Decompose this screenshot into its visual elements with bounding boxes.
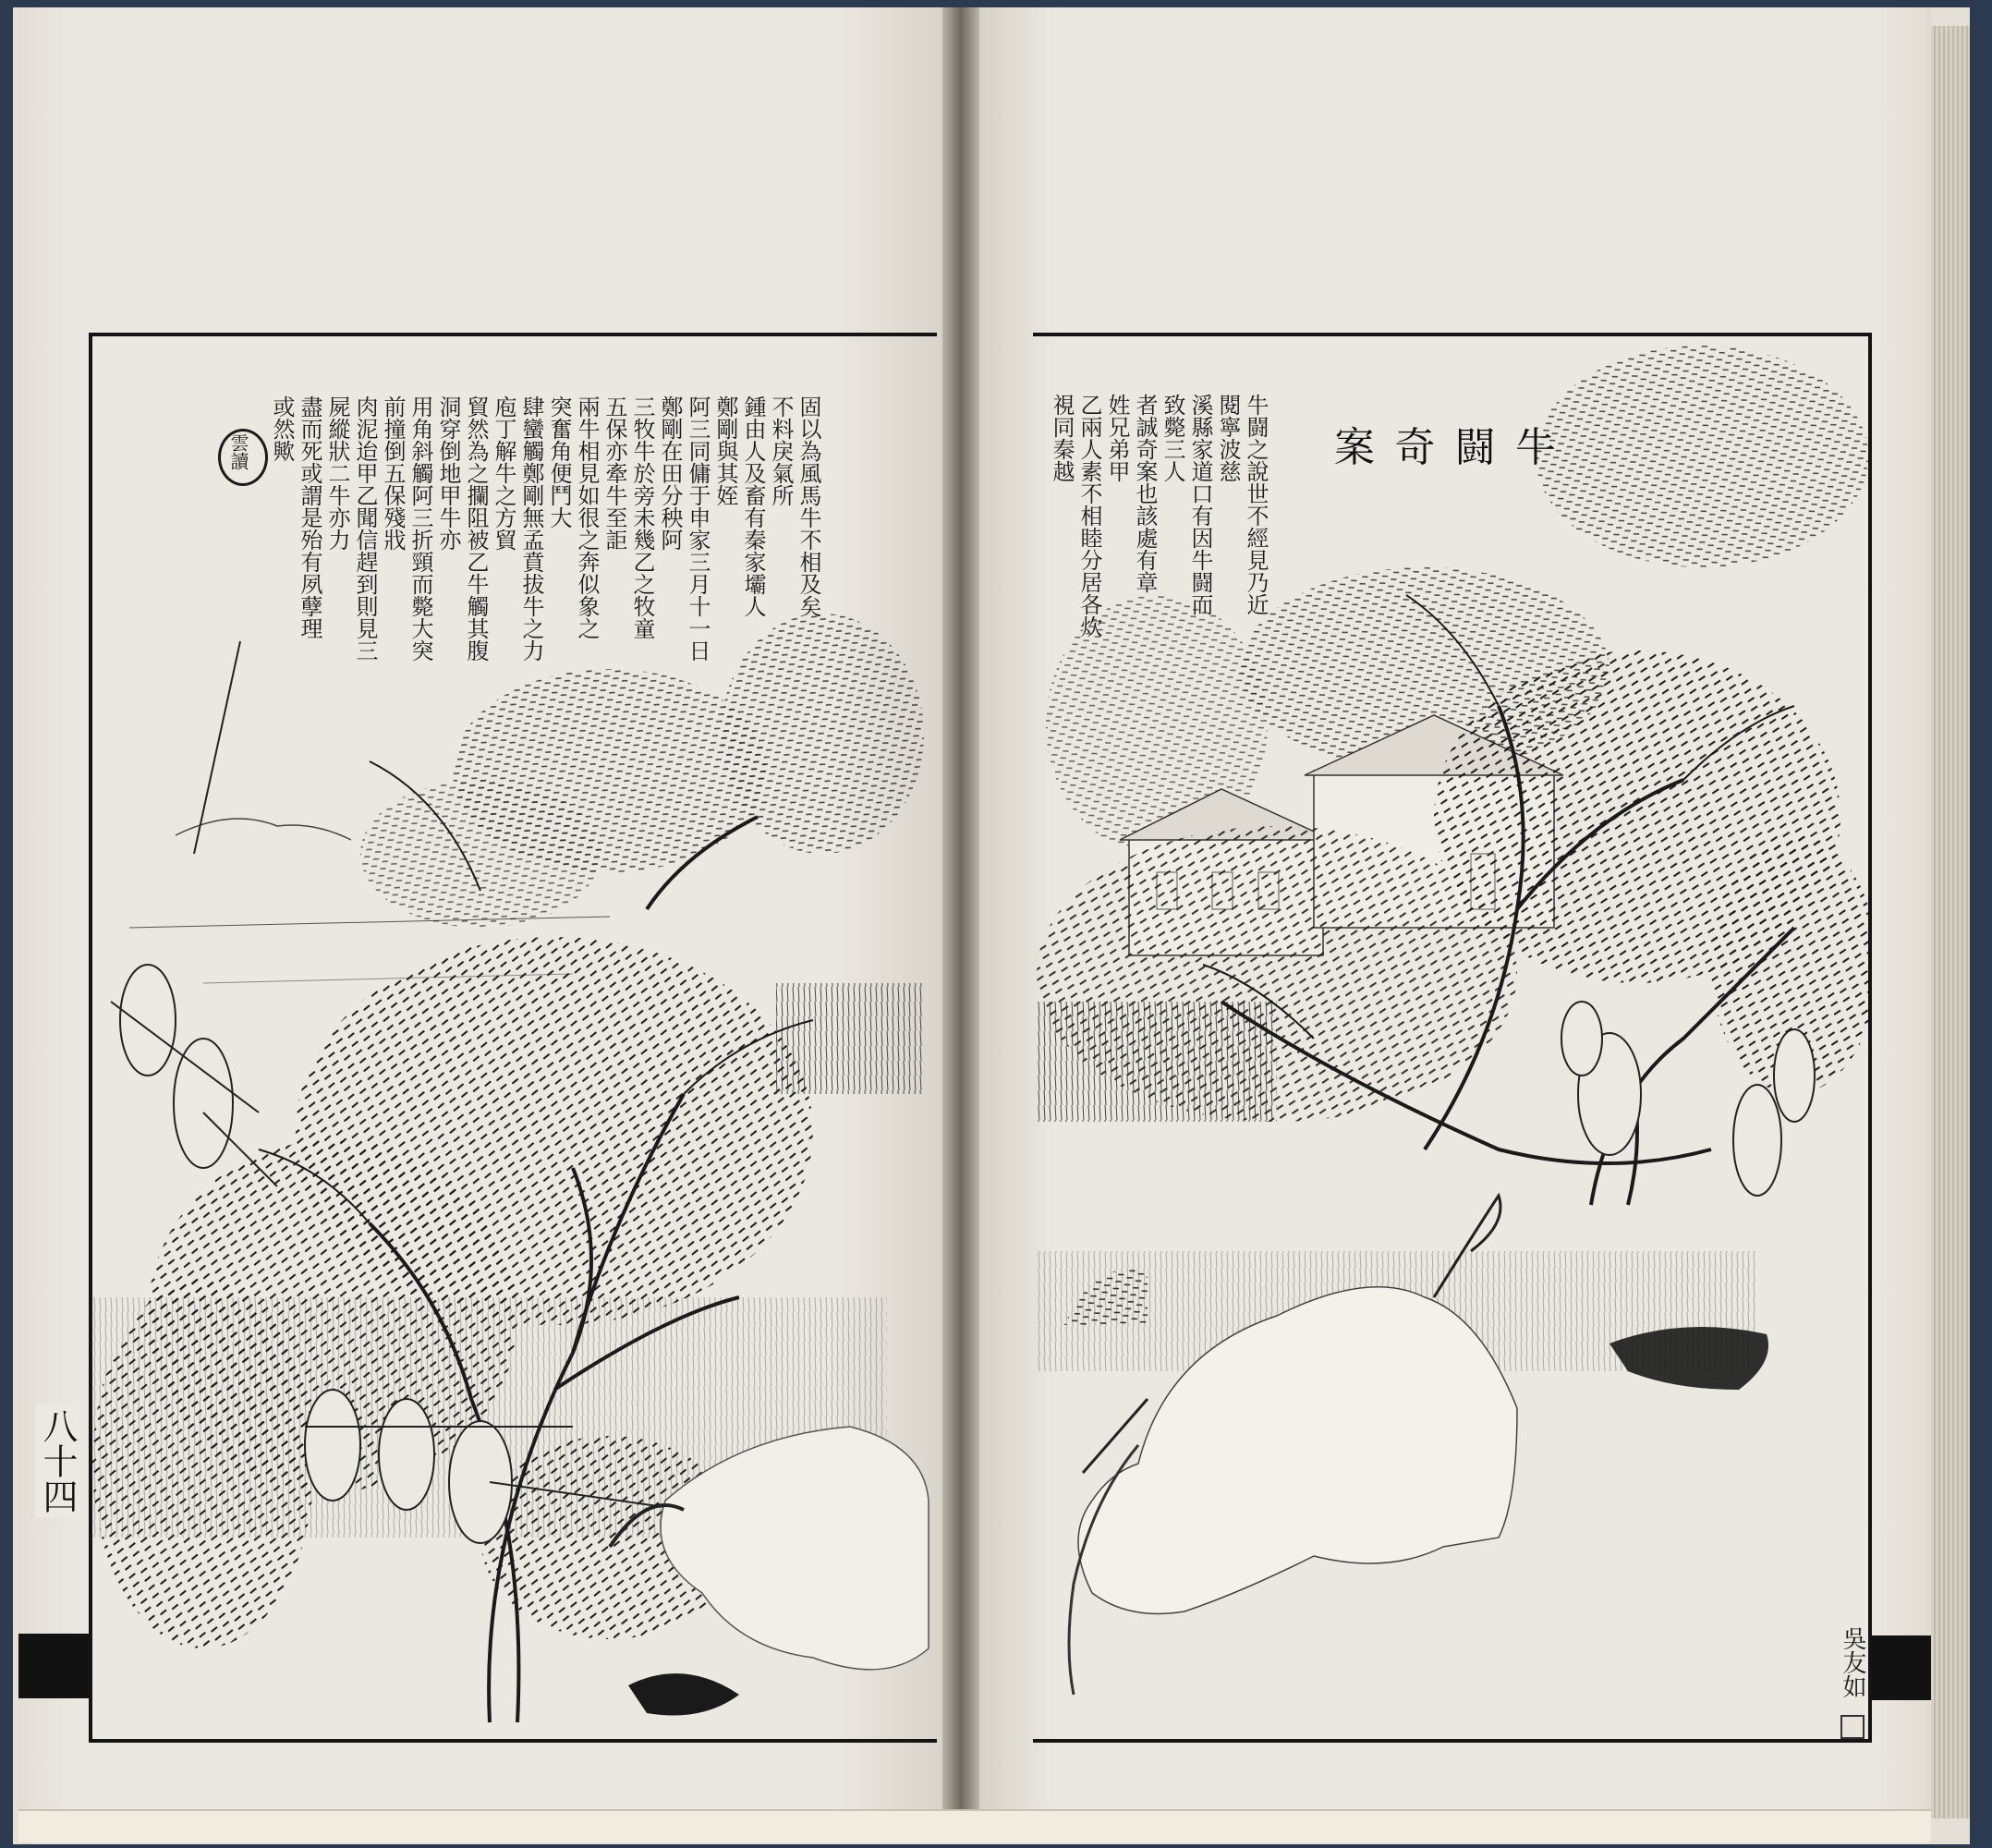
text-column: 視同秦越 xyxy=(1049,394,1075,482)
open-book xyxy=(13,7,1970,1844)
text-column: 屍縱狀二牛亦力 xyxy=(324,395,350,551)
page-edges xyxy=(1931,26,1970,1818)
title-char: 牛 xyxy=(1514,424,1556,471)
title-char: 闘 xyxy=(1454,424,1496,471)
artist-signature: 吳友如 xyxy=(1839,1626,1866,1698)
writer-seal-text: 雲讀 xyxy=(227,433,249,470)
left-text-block xyxy=(268,395,822,728)
text-column: 牛闘之說世不經見乃近 xyxy=(1243,394,1269,615)
text-column: 盡而死或謂是殆有夙孽理 xyxy=(297,395,322,639)
right-margin-band xyxy=(1872,1635,1931,1700)
writer-seal xyxy=(218,429,268,486)
text-column: 乙兩人素不相睦分居各炊 xyxy=(1076,394,1102,638)
title-char: 奇 xyxy=(1394,424,1436,471)
text-column: 鍾由人及畜有秦家壩人 xyxy=(740,395,766,617)
artist-seal xyxy=(1840,1715,1864,1739)
text-column: 致斃三人 xyxy=(1160,394,1185,482)
text-column: 鄭剛在田分秧阿 xyxy=(657,395,683,551)
text-column: 五保亦牽牛至詎 xyxy=(601,395,627,551)
text-column: 洞穿倒地甲牛亦 xyxy=(435,395,461,551)
text-column: 阿三同傭于申家三月十一日 xyxy=(685,395,711,662)
left-margin-band xyxy=(18,1634,89,1698)
text-column: 鄭剛與其姪 xyxy=(712,395,738,506)
right-text-block xyxy=(1048,394,1269,671)
text-column: 庖丁解牛之方貿 xyxy=(491,395,516,551)
text-column: 不料戾氣所 xyxy=(768,395,794,506)
title-char: 案 xyxy=(1334,424,1375,471)
text-column: 閱寧波慈 xyxy=(1215,394,1241,482)
text-column: 或然歟 xyxy=(269,395,295,462)
text-column: 溪縣家道口有因牛闘而 xyxy=(1187,394,1213,615)
text-column: 突奮角便鬥大 xyxy=(546,395,572,529)
text-column: 者誠奇案也該處有章 xyxy=(1132,394,1158,593)
book-gutter xyxy=(942,7,979,1841)
text-column: 兩牛相見如很之奔似象之 xyxy=(574,395,600,639)
title-horizontal xyxy=(1334,414,1556,473)
text-column: 固以為風馬牛不相及矣 xyxy=(796,395,821,617)
text-column: 三牧牛於旁未幾乙之牧童 xyxy=(629,395,655,639)
text-column: 用角斜觸阿三折頸而斃大突 xyxy=(407,395,433,662)
text-column: 姓兄弟甲 xyxy=(1104,394,1130,482)
bottom-edge xyxy=(18,1809,1931,1842)
text-column: 肆蠻觸鄭剛無孟賁拔牛之力 xyxy=(518,395,544,662)
page-number: 八十四 xyxy=(35,1404,79,1517)
text-column: 貿然為之攔阻被乙牛觸其腹 xyxy=(463,395,489,662)
text-column: 肉泥迨甲乙聞信趕到則見三 xyxy=(352,395,378,662)
text-column: 前撞倒五保殘戕 xyxy=(380,395,406,551)
